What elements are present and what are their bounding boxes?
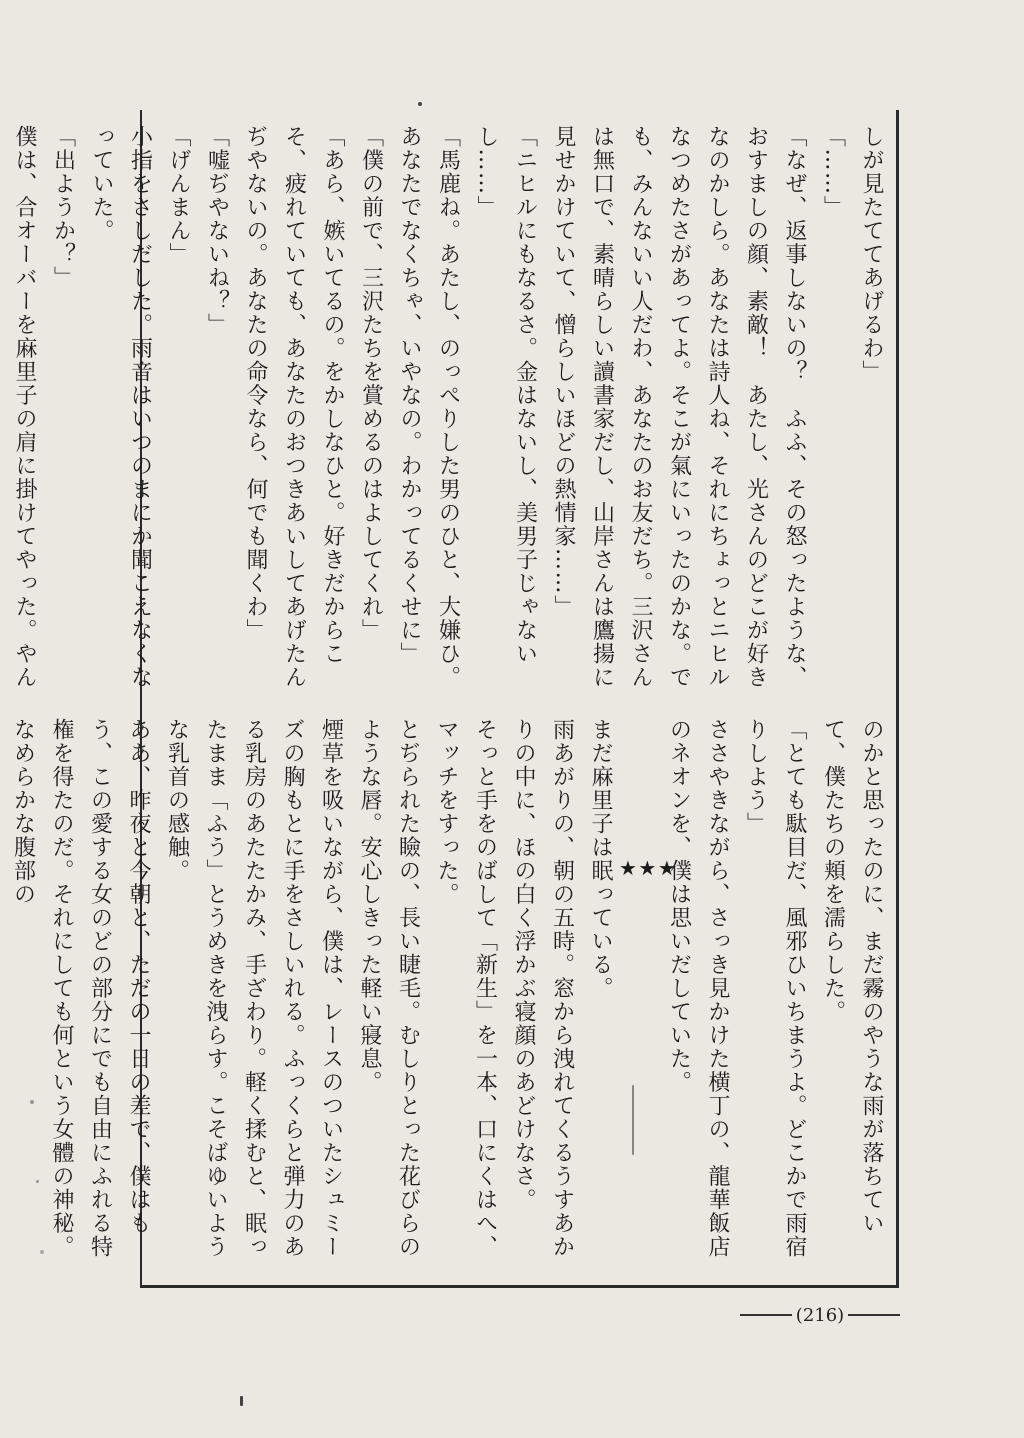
paragraph: 僕は、合オーバーを麻里子の肩に掛けてやった。やん <box>12 125 37 689</box>
ink-speck <box>30 1100 34 1104</box>
paragraph: とぢられた瞼の、長い睫毛。むしりとった花びらのような唇。安心しきった軽い寢息。 <box>357 718 421 1259</box>
ink-speck <box>40 1250 44 1254</box>
paragraph: そっと手をのばして「新生」を一本、口にくはへ、マッチをすった。 <box>434 718 498 1259</box>
paragraph: 「僕の前で、三沢たちを賞めるのはよしてくれ」 <box>358 125 384 642</box>
paragraph: 「げんまん」 <box>166 125 191 266</box>
ink-speck <box>240 1396 243 1406</box>
paragraph: 「……」 <box>820 125 846 219</box>
paragraph: ささやきながら、さっき見かけた横丁の、龍華飯店のネオンを、僕は思いだしていた。 <box>666 718 730 1259</box>
paragraph: 「あら、嫉いてるの。をかしなひと。好きだからこそ、疲れていても、あなたのおつきあいしてあげたんぢやないの。あなたの命令なら、何でも聞くわ」 <box>243 125 345 689</box>
paragraph: しが見たててあげるわ」 <box>859 125 884 384</box>
section-break-stars <box>619 718 678 1278</box>
paragraph: 煙草を吸いながら、僕は、レースのついたシュミーズの胸もとに手をさしいれる。ふっくらと弾力のある乳房のあたたかみ、手ざわり。軽く揉むと、眠ったまま「ふう」とうめきを洩らす。こそばゆいような乳首の感触。 <box>164 718 344 1259</box>
paragraph: 雨あがりの、朝の五時。窓から洩れてくるうすあかりの中に、ほの白く浮かぶ寝顔のあどけなさ。 <box>511 718 575 1259</box>
star-separator: ★★★ <box>619 856 678 880</box>
lower-text-block <box>10 718 890 1278</box>
page-number-footer <box>740 1300 900 1330</box>
paragraph: 「馬鹿ね。あたし、のっぺりした男のひと、大嫌ひ。あなたでなくちゃ、いやなの。わかってるくせに」 <box>397 125 461 689</box>
paragraph: 小指をさしだした。雨音はいつのまにか聞こえなくなっていた。 <box>89 125 153 689</box>
ink-speck <box>632 1085 634 1155</box>
paragraph: 「出ようか？」 <box>50 125 76 290</box>
folio-dash-right <box>848 1314 900 1316</box>
paragraph: 「嘘ぢやないね？」 <box>204 125 230 337</box>
paragraph: 「ニヒルにもなるさ。金はないし、美男子じゃないし……」 <box>474 125 538 666</box>
paragraph: のかと思ったのに、まだ霧のやうな雨が落ちていて、僕たちの頬を濡らした。 <box>820 718 884 1235</box>
paragraph: 「なぜ、返事しないの？ ふふ、その怒ったような、おすましの顔、素敵！ あたし、光さんのどこが好きなのかしら。あなたは詩人ね、それにちょっとニヒルなつめたさがあってよ。そこが氣にいったのかな。でも、みんないい人だわ、あなたのお友だち。三沢さんは無口で、素晴らしい讀書家だし、山岸さんは鷹揚に見せかけていて、憎らしいほどの熱情家……」 <box>551 125 807 689</box>
folio-dash-left <box>740 1314 792 1316</box>
paragraph: 「とても駄目だ、風邪ひいちまうよ。どこかで雨宿りしよう」 <box>743 718 807 1259</box>
paragraph: まだ麻里子は眠っている。 <box>588 718 613 1000</box>
upper-text-block <box>12 125 890 690</box>
ink-speck <box>36 1180 39 1183</box>
page-number: (216) <box>795 1304 845 1326</box>
paragraph: ああ、昨夜と今朝と、ただの一日の差で、僕はもう、この愛する女のどの部分にでも自由にふれる特権を得たのだ。それにしても何という女體の神秘。なめらかな腹部の <box>10 718 151 1259</box>
ink-speck <box>418 102 422 106</box>
